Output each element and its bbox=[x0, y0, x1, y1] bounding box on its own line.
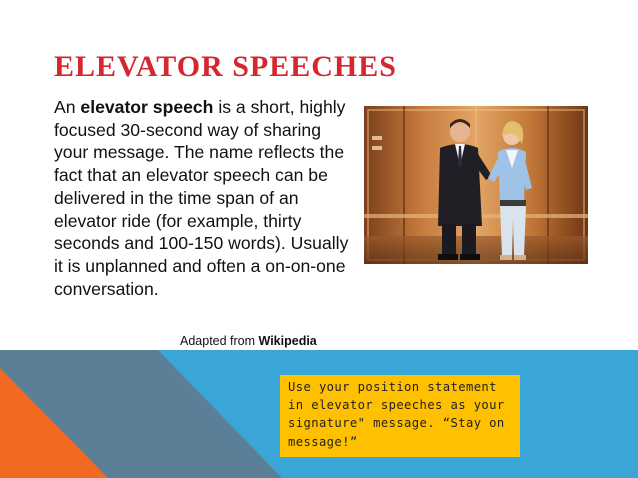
slide-title: ELEVATOR SPEECHES bbox=[54, 50, 397, 83]
body-paragraph bbox=[54, 96, 354, 300]
body-intro: An bbox=[54, 97, 81, 117]
attribution-source: Wikipedia bbox=[258, 334, 317, 348]
callout-box: Use your position statement in elevator speeches as your signature" message. “Stay on message!” bbox=[280, 375, 520, 457]
body-rest: is a short, highly focused 30-second way of sharing your message. The name reflects the fact that an elevator speech can be delivered in the time span of an elevator ride (for example, thirty seconds and 100-150 words). Usually it is unplanned and often a on-on-one conversation. bbox=[54, 97, 349, 299]
attribution bbox=[180, 334, 317, 348]
body-term: elevator speech bbox=[80, 97, 214, 117]
elevator-photo bbox=[364, 106, 588, 264]
attribution-prefix: Adapted from bbox=[180, 334, 259, 348]
